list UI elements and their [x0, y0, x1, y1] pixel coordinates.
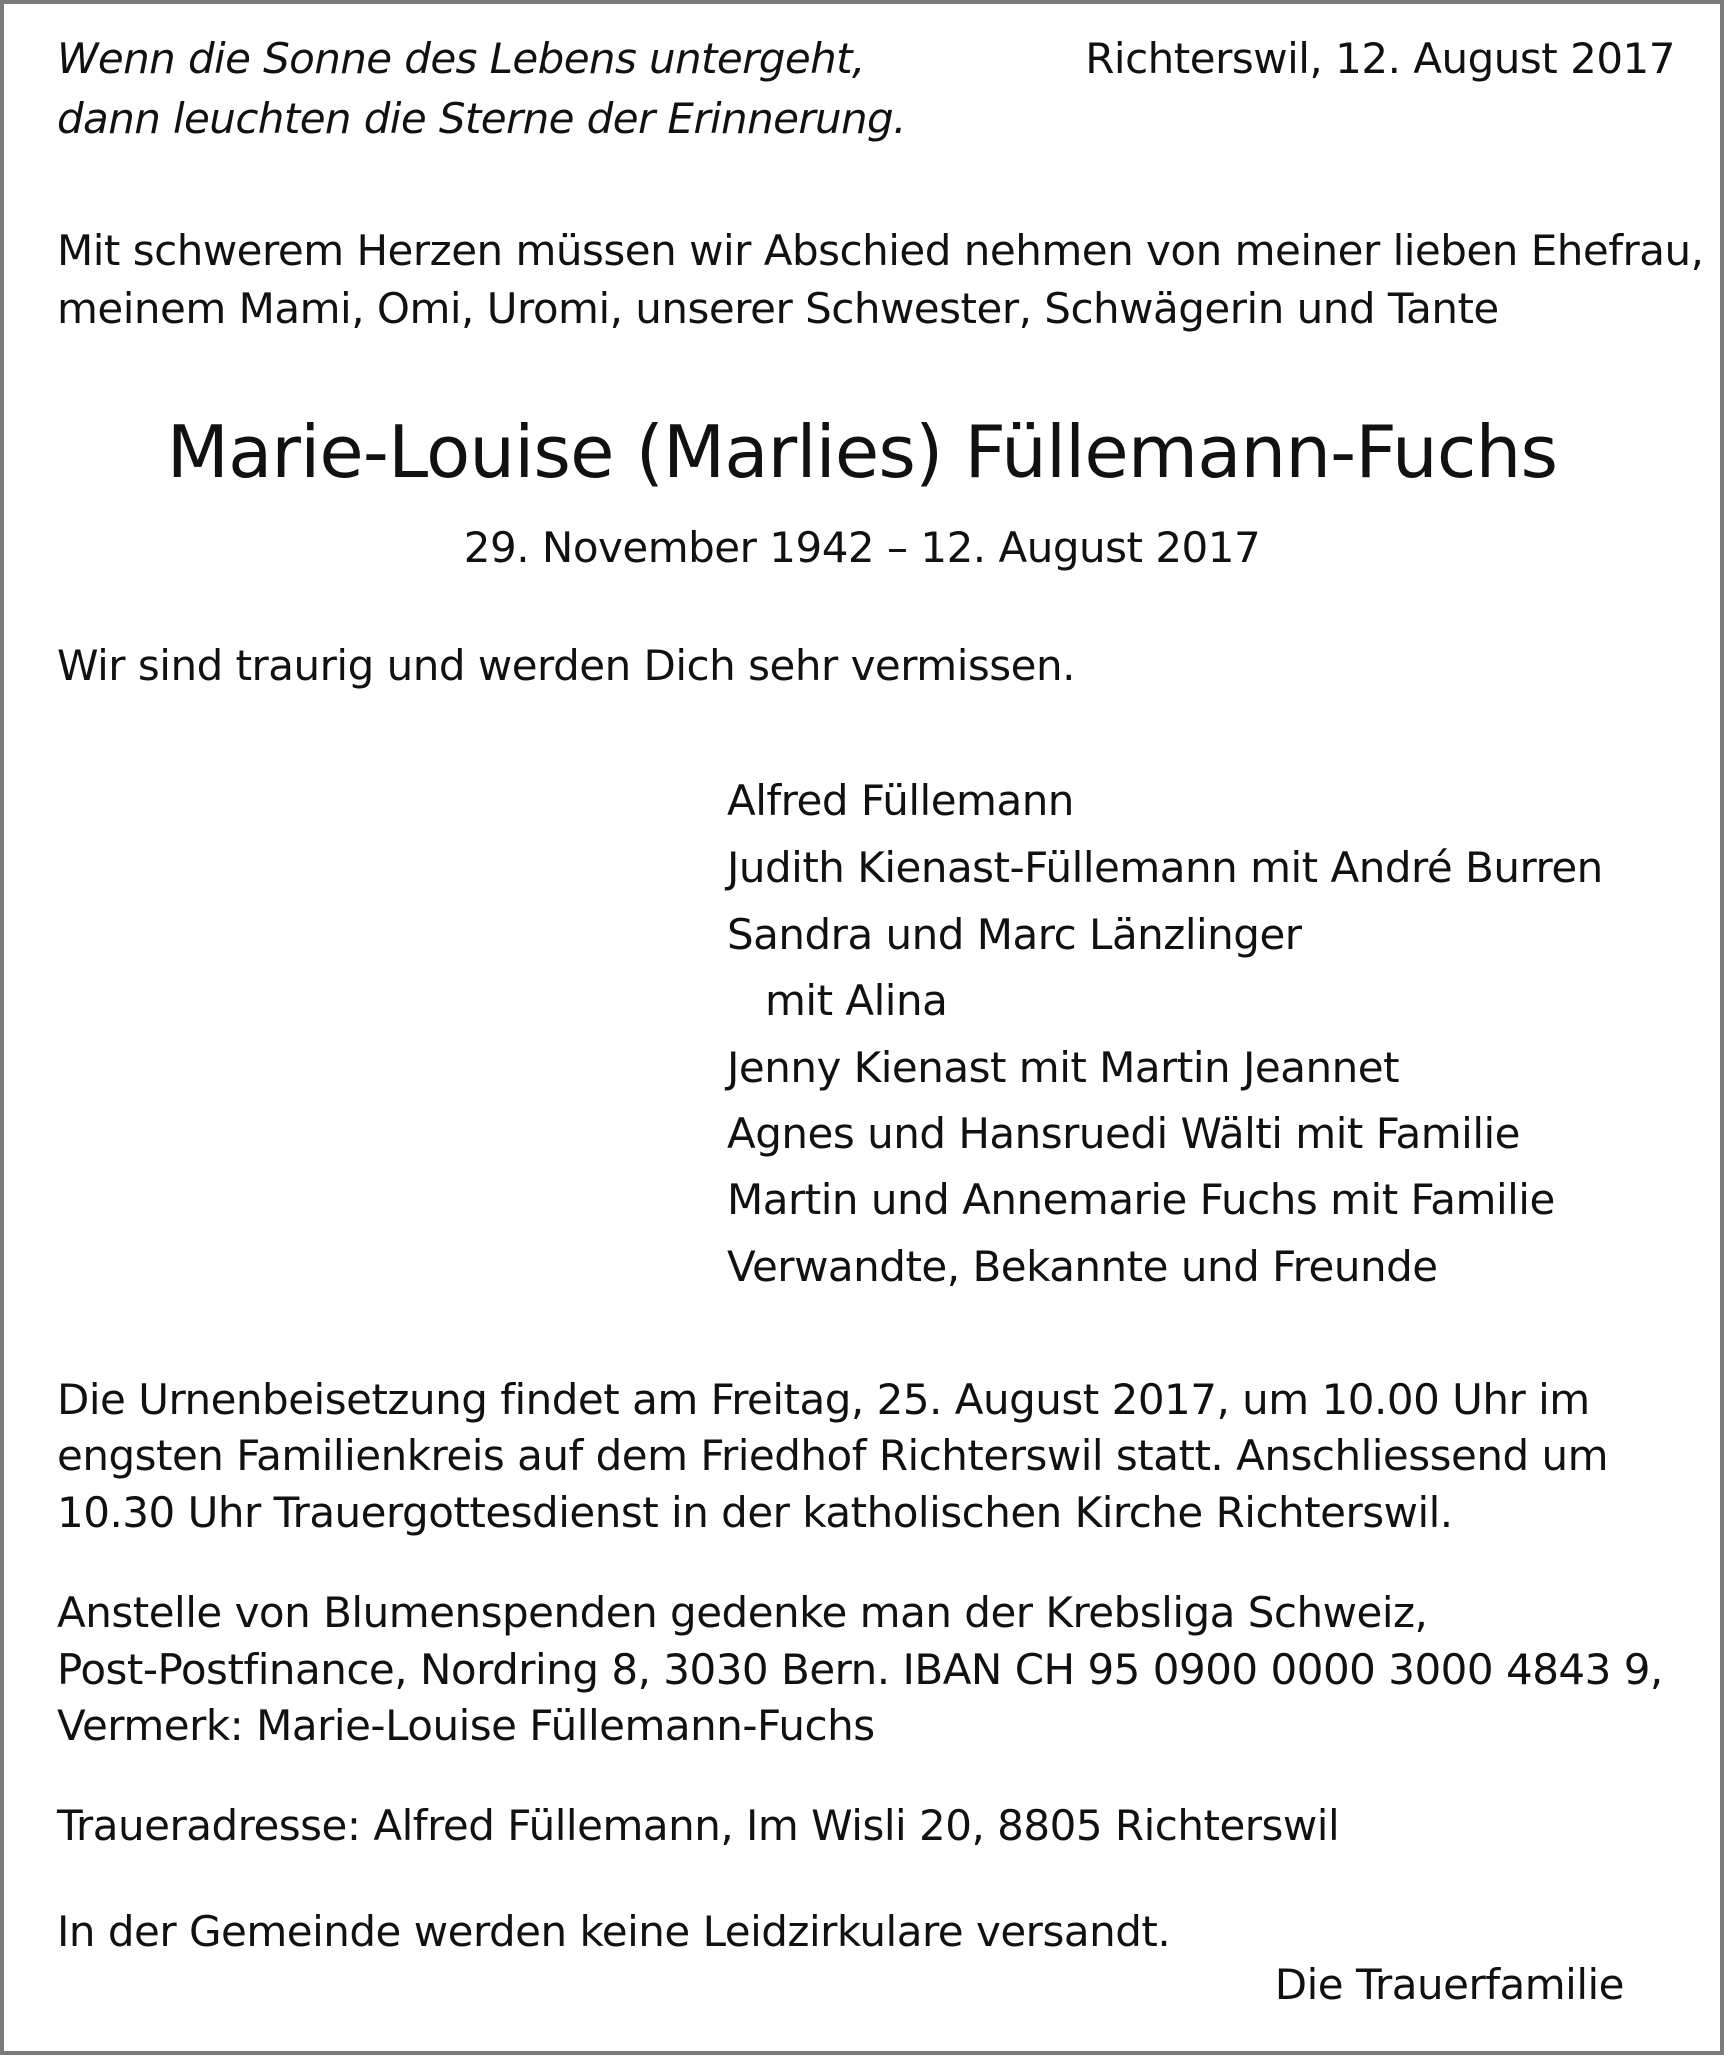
intro-line-1: Mit schwerem Herzen müssen wir Abschied nehmen von meiner lieben Ehefrau, [57, 226, 1704, 275]
life-dates: 29. November 1942 – 12. August 2017 [463, 523, 1261, 572]
mourner-3-child: mit Alina [765, 976, 948, 1025]
intro-line-2: meinem Mami, Omi, Uromi, unserer Schwester, Schwägerin und Tante [57, 284, 1499, 333]
farewell-text: Wir sind traurig und werden Dich sehr vermissen. [57, 641, 1075, 690]
mourning-address: Traueradresse: Alfred Füllemann, Im Wisli 20, 8805 Richterswil [57, 1801, 1340, 1850]
place-date: Richterswil, 12. August 2017 [1085, 34, 1675, 83]
motto-line-1: Wenn die Sonne des Lebens untergeht, [57, 34, 865, 83]
mourner-6: Martin und Annemarie Fuchs mit Familie [727, 1175, 1555, 1224]
burial-line-1: Die Urnenbeisetzung findet am Freitag, 25. August 2017, um 10.00 Uhr im [57, 1375, 1590, 1424]
mourner-3: Sandra und Marc Länzlinger [727, 910, 1302, 959]
donation-line-2: Post-Postfinance, Nordring 8, 3030 Bern. IBAN CH 95 0900 0000 3000 4843 9, [57, 1645, 1663, 1694]
circular-note: In der Gemeinde werden keine Leidzirkulare versandt. [57, 1907, 1171, 1956]
mourner-7: Verwandte, Bekannte und Freunde [727, 1242, 1438, 1291]
motto-line-2: dann leuchten die Sterne der Erinnerung. [57, 94, 906, 143]
burial-line-2: engsten Familienkreis auf dem Friedhof Richterswil statt. Anschliessend um [57, 1431, 1609, 1480]
deceased-name: Marie-Louise (Marlies) Füllemann-Fuchs [166, 410, 1558, 494]
burial-line-3: 10.30 Uhr Trauergottesdienst in der katholischen Kirche Richterswil. [57, 1488, 1453, 1537]
mourner-1: Alfred Füllemann [727, 776, 1074, 825]
mourner-2: Judith Kienast-Füllemann mit André Burren [727, 843, 1603, 892]
donation-line-3: Vermerk: Marie-Louise Füllemann-Fuchs [57, 1701, 875, 1750]
mourner-5: Agnes und Hansruedi Wälti mit Familie [727, 1109, 1520, 1158]
signature: Die Trauerfamilie [1274, 1960, 1624, 2009]
donation-line-1: Anstelle von Blumenspenden gedenke man der Krebsliga Schweiz, [57, 1588, 1428, 1637]
mourner-4: Jenny Kienast mit Martin Jeannet [727, 1043, 1400, 1092]
